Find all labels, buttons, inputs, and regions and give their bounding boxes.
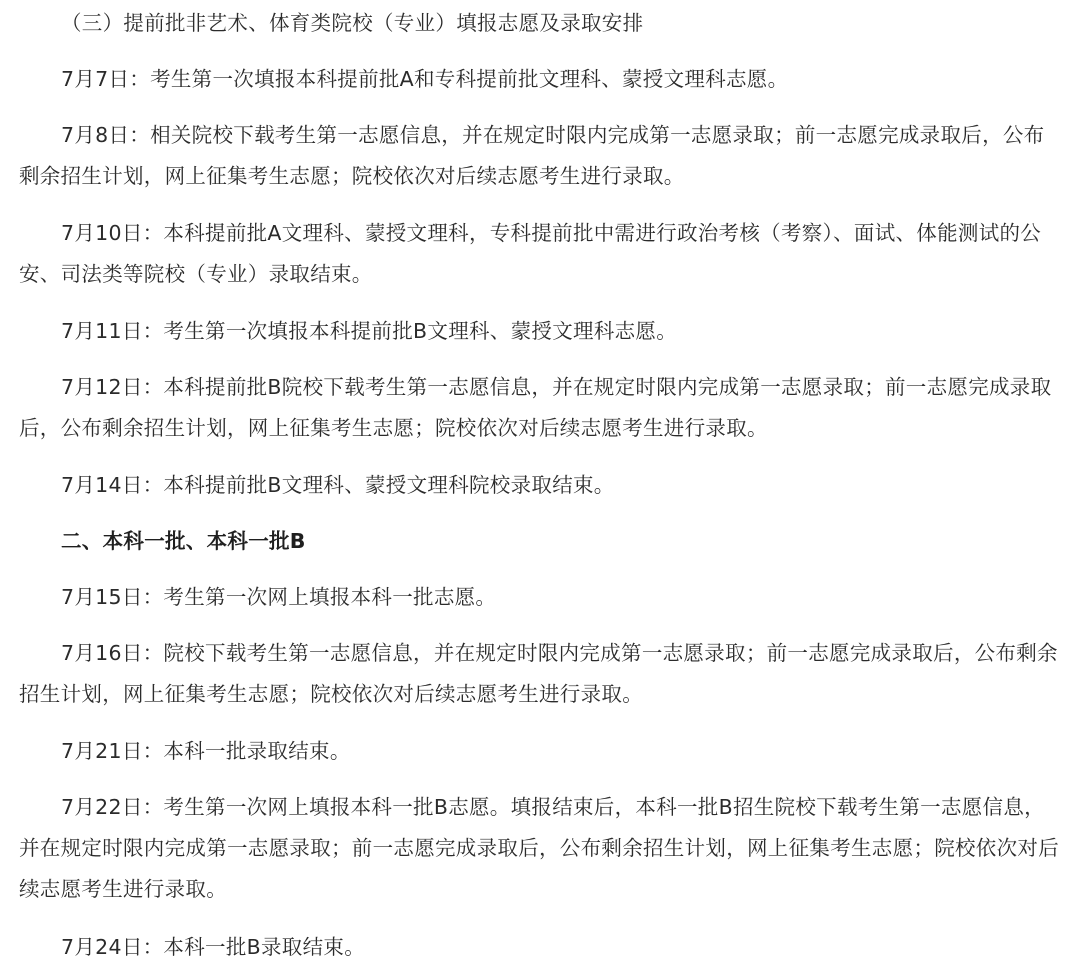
paragraph-jul-8: 7月8日：相关院校下载考生第一志愿信息，并在规定时限内完成第一志愿录取；前一志愿完成录取后，公布剩余招生计划，网上征集考生志愿；院校依次对后续志愿考生进行录取。 — [19, 123, 1045, 188]
section-subheading-early-batch: （三）提前批非艺术、体育类院校（专业）填报志愿及录取安排 — [61, 11, 644, 35]
paragraph-jul-11: 7月11日：考生第一次填报本科提前批B文理科、蒙授文理科志愿。 — [61, 319, 677, 343]
paragraph-jul-7: 7月7日：考生第一次填报本科提前批A和专科提前批文理科、蒙授文理科志愿。 — [61, 67, 789, 91]
paragraph-jul-14: 7月14日：本科提前批B文理科、蒙授文理科院校录取结束。 — [61, 473, 615, 497]
paragraph-jul-24: 7月24日：本科一批B录取结束。 — [61, 935, 365, 959]
paragraph-jul-10: 7月10日：本科提前批A文理科、蒙授文理科，专科提前批中需进行政治考核（考察）、面试、体能测试的公安、司法类等院校（专业）录取结束。 — [19, 221, 1042, 286]
paragraph-jul-21: 7月21日：本科一批录取结束。 — [61, 739, 351, 763]
paragraph-jul-15: 7月15日：考生第一次网上填报本科一批志愿。 — [61, 585, 497, 609]
paragraph-jul-22: 7月22日：考生第一次网上填报本科一批B志愿。填报结束后，本科一批B招生院校下载考生第一志愿信息，并在规定时限内完成第一志愿录取；前一志愿完成录取后，公布剩余招生计划，网上征集考生志愿；院校依次对后续志愿考生进行录取。 — [19, 795, 1059, 901]
section-heading-first-batch: 二、本科一批、本科一批B — [61, 529, 306, 553]
paragraph-jul-16: 7月16日：院校下载考生第一志愿信息，并在规定时限内完成第一志愿录取；前一志愿完成录取后，公布剩余招生计划，网上征集考生志愿；院校依次对后续志愿考生进行录取。 — [19, 641, 1058, 706]
paragraph-jul-12: 7月12日：本科提前批B院校下载考生第一志愿信息，并在规定时限内完成第一志愿录取；前一志愿完成录取后，公布剩余招生计划，网上征集考生志愿；院校依次对后续志愿考生进行录取。 — [19, 375, 1052, 440]
